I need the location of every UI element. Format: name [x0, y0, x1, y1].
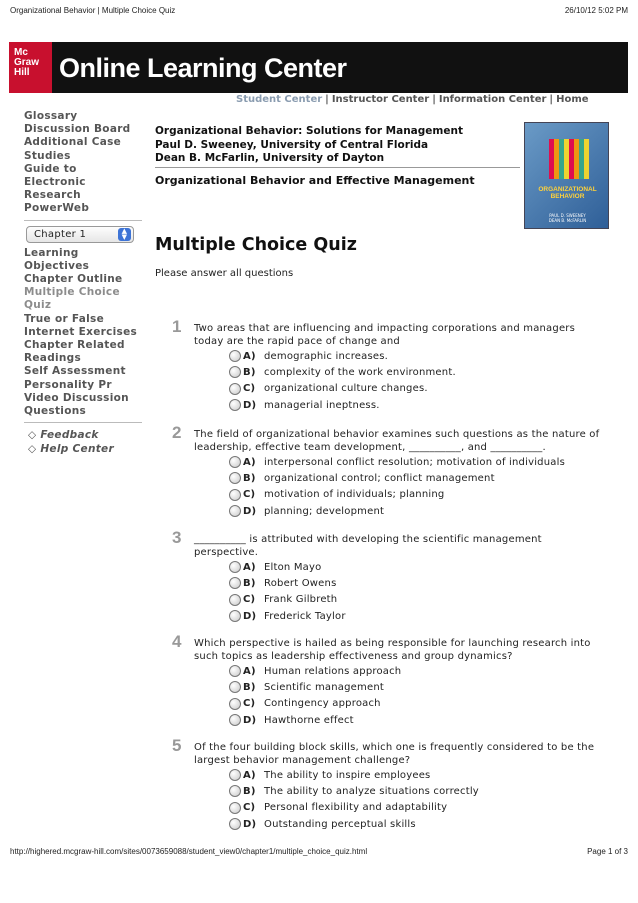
book-info: [155, 125, 463, 166]
answer-option[interactable]: [229, 348, 456, 364]
print-header: [10, 6, 628, 15]
radio-button[interactable]: [229, 594, 241, 606]
radio-button[interactable]: [229, 785, 241, 797]
print-footer: [10, 847, 628, 856]
sidebar-link-personality-pr[interactable]: Personality Pr: [24, 378, 112, 391]
sidebar-link-internet-exercises[interactable]: Internet Exercises: [24, 325, 138, 338]
radio-button[interactable]: [229, 399, 241, 411]
question-number: 1: [172, 317, 182, 336]
option-text: Robert Owens: [264, 577, 337, 589]
option-letter: C): [243, 489, 256, 501]
cover-title-line: ORGANIZATIONAL: [538, 186, 597, 193]
option-letter: D): [243, 714, 257, 726]
sidebar-link-glossary[interactable]: Glossary: [24, 110, 78, 122]
radio-button[interactable]: [229, 681, 241, 693]
nav-separator: |: [432, 94, 436, 105]
option-letter: D): [243, 610, 257, 622]
answer-options: [229, 348, 456, 413]
radio-button[interactable]: [229, 714, 241, 726]
page-title: Multiple Choice Quiz: [155, 235, 357, 255]
question-text: The field of organizational behavior examines such questions as the nature of leadership, effective team development, __________, and __________.: [194, 429, 600, 453]
option-text: Scientific management: [264, 681, 384, 693]
option-text: The ability to inspire employees: [264, 769, 431, 781]
option-text: The ability to analyze situations correctly: [264, 785, 479, 797]
cover-author-line: PAUL D. SWEENEY: [549, 213, 586, 218]
question-text: Two areas that are influencing and impacting corporations and managers today are the rapid pace of change and: [194, 323, 576, 347]
nav-information-center[interactable]: Information Center: [438, 94, 547, 105]
option-text: organizational control; conflict management: [264, 472, 495, 484]
diamond-icon: ◇: [28, 429, 41, 442]
question-number: 3: [172, 528, 182, 547]
answer-option[interactable]: [229, 696, 401, 712]
option-letter: A): [243, 561, 256, 573]
book-title: Organizational Behavior: Solutions for Management: [155, 125, 463, 137]
answer-option[interactable]: [229, 816, 479, 832]
sidebar-link-guide-electronic-research[interactable]: Guide to Electronic Research: [24, 162, 86, 202]
sidebar-link-self-assessment[interactable]: Self Assessment: [24, 365, 126, 378]
answer-option[interactable]: [229, 487, 565, 503]
select-updown-icon: ▲ ▼: [118, 228, 131, 241]
option-letter: D): [243, 818, 257, 830]
question-text: __________ is attributed with developing the scientific management perspective.: [194, 534, 542, 558]
sidebar: [24, 110, 142, 456]
cover-title: [531, 186, 604, 200]
divider: [155, 167, 520, 168]
nav-home[interactable]: Home: [556, 94, 589, 105]
option-letter: B): [243, 785, 256, 797]
question-text: Of the four building block skills, which one is frequently considered to be the largest behavior management challenge?: [194, 742, 595, 766]
option-text: Frederick Taylor: [264, 610, 346, 622]
answer-option[interactable]: [229, 783, 479, 799]
answer-options: [229, 559, 346, 624]
option-text: Frank Gilbreth: [264, 594, 338, 606]
print-header-title: Organizational Behavior | Multiple Choice Quiz: [10, 6, 176, 15]
radio-button[interactable]: [229, 577, 241, 589]
print-footer-url: http://highered.mcgraw-hill.com/sites/0073659088/student_view0/chapter1/multiple_choice_quiz.html: [10, 847, 368, 856]
option-text: Human relations approach: [264, 665, 402, 677]
option-letter: B): [243, 577, 256, 589]
book-author: Paul D. Sweeney, University of Central Florida: [155, 138, 429, 151]
answer-option[interactable]: [229, 679, 401, 695]
logo-line: Hill: [14, 67, 30, 78]
option-text: demographic increases.: [264, 350, 389, 362]
radio-button[interactable]: [229, 610, 241, 622]
radio-button[interactable]: [229, 818, 241, 830]
sidebar-link-multiple-choice-quiz[interactable]: Multiple Choice Quiz: [24, 286, 120, 312]
option-letter: A): [243, 665, 256, 677]
sidebar-link-discussion-board[interactable]: Discussion Board: [24, 123, 131, 136]
answer-option[interactable]: [229, 712, 401, 728]
question-text: Which perspective is hailed as being responsible for launching research into such topics as leadership effectiveness and group dynamics?: [194, 638, 591, 662]
print-header-datetime: 26/10/12 5:02 PM: [564, 6, 628, 15]
banner-title: Online Learning Center: [59, 53, 347, 83]
radio-button[interactable]: [229, 802, 241, 814]
sidebar-link-video-discussion-questions[interactable]: Video Discussion Questions: [24, 391, 129, 418]
option-letter: A): [243, 456, 256, 468]
option-text: motivation of individuals; planning: [264, 489, 445, 501]
radio-button[interactable]: [229, 505, 241, 517]
cover-authors: [531, 213, 604, 223]
book-subtitle: Organizational Behavior and Effective Management: [155, 174, 475, 187]
sidebar-divider: [24, 220, 142, 221]
answer-option[interactable]: [229, 663, 401, 679]
option-text: Contingency approach: [264, 698, 381, 710]
nav-separator: |: [549, 94, 554, 105]
diamond-icon: ◇: [28, 443, 41, 456]
chapter-select-value: Chapter 1: [34, 228, 87, 240]
sidebar-link-feedback[interactable]: [24, 428, 142, 442]
radio-button[interactable]: [229, 350, 241, 362]
radio-button[interactable]: [229, 561, 241, 573]
answer-options: [229, 767, 479, 832]
sidebar-divider: [24, 422, 142, 423]
book-author: Dean B. McFarlin, University of Dayton: [155, 152, 385, 164]
answer-option[interactable]: [229, 592, 346, 608]
question-number: 2: [172, 423, 182, 442]
answer-option[interactable]: [229, 470, 565, 486]
option-text: interpersonal conflict resolution; motivation of individuals: [264, 456, 565, 468]
option-text: complexity of the work environment.: [264, 366, 456, 378]
sidebar-link-true-or-false[interactable]: True or False: [24, 312, 104, 325]
help-center-label: Help Center: [40, 443, 114, 456]
nav-separator: |: [325, 94, 329, 105]
cover-art: [549, 139, 589, 179]
radio-button[interactable]: [229, 665, 241, 677]
nav-student-center[interactable]: Student Center: [236, 94, 323, 105]
answer-option[interactable]: [229, 381, 456, 397]
answer-option[interactable]: [229, 503, 565, 519]
option-text: planning; development: [264, 505, 385, 517]
logo-line: Mc: [14, 47, 28, 58]
answer-option[interactable]: [229, 575, 346, 591]
radio-button[interactable]: [229, 456, 241, 468]
answer-option[interactable]: [229, 397, 456, 413]
radio-button[interactable]: [229, 489, 241, 501]
answer-options: [229, 454, 565, 519]
option-letter: C): [243, 383, 256, 395]
answer-option[interactable]: [229, 800, 479, 816]
answer-options: [229, 663, 401, 728]
sidebar-link-help-center[interactable]: [24, 442, 142, 456]
nav-instructor-center[interactable]: Instructor Center: [331, 94, 430, 105]
mcgraw-hill-logo[interactable]: [9, 42, 52, 93]
feedback-label: Feedback: [40, 429, 99, 442]
sidebar-link-chapter-related-readings[interactable]: Chapter Related Readings: [24, 339, 125, 365]
option-letter: D): [243, 399, 257, 411]
sidebar-link-powerweb[interactable]: PowerWeb: [24, 202, 90, 215]
option-letter: A): [243, 350, 256, 362]
option-letter: B): [243, 472, 256, 484]
sidebar-link-chapter-outline[interactable]: Chapter Outline: [24, 273, 123, 286]
option-text: organizational culture changes.: [264, 383, 428, 395]
question-number: 5: [172, 736, 182, 755]
cover-title-line: BEHAVIOR: [550, 193, 585, 200]
radio-button[interactable]: [229, 472, 241, 484]
sidebar-link-learning-objectives[interactable]: Learning Objectives: [24, 246, 90, 272]
answer-option[interactable]: [229, 608, 346, 624]
quiz-instructions: Please answer all questions: [155, 268, 294, 279]
option-letter: C): [243, 698, 256, 710]
radio-button[interactable]: [229, 366, 241, 378]
radio-button[interactable]: [229, 698, 241, 710]
chapter-select[interactable]: [26, 226, 134, 243]
radio-button[interactable]: [229, 383, 241, 395]
option-letter: D): [243, 505, 257, 517]
option-letter: C): [243, 594, 256, 606]
logo-line: Graw: [14, 57, 40, 68]
option-letter: B): [243, 681, 256, 693]
top-navigation: [236, 94, 589, 105]
cover-author-line: DEAN B. McFARLIN: [548, 218, 587, 223]
answer-option[interactable]: [229, 559, 346, 575]
print-footer-page: Page 1 of 3: [587, 847, 628, 856]
sidebar-link-additional-case-studies[interactable]: Additional Case Studies: [24, 136, 122, 162]
answer-option[interactable]: [229, 767, 479, 783]
option-letter: B): [243, 366, 256, 378]
option-text: Outstanding perceptual skills: [264, 818, 416, 830]
book-cover-image: [524, 122, 609, 229]
option-letter: C): [243, 802, 256, 814]
option-text: Hawthorne effect: [264, 714, 354, 726]
option-text: Elton Mayo: [264, 561, 322, 573]
answer-option[interactable]: [229, 364, 456, 380]
option-text: managerial ineptness.: [264, 399, 380, 411]
option-letter: A): [243, 769, 256, 781]
question-number: 4: [172, 632, 182, 651]
option-text: Personal flexibility and adaptability: [264, 802, 448, 814]
site-banner: [9, 42, 628, 93]
radio-button[interactable]: [229, 769, 241, 781]
answer-option[interactable]: [229, 454, 565, 470]
